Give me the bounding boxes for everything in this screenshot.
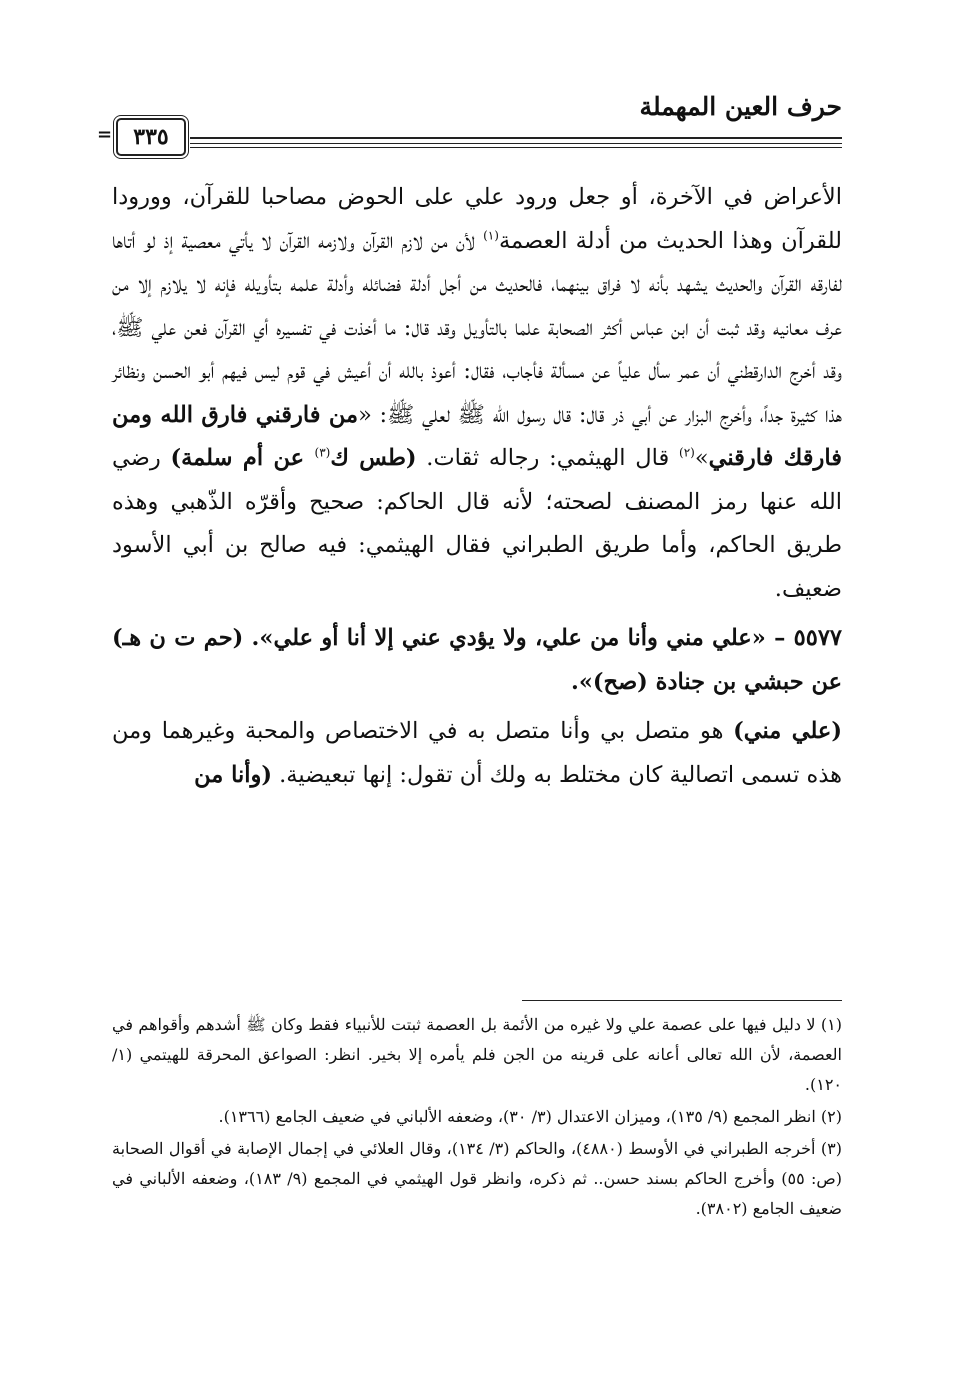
footnote-divider bbox=[522, 1000, 842, 1001]
paragraph-explanation bbox=[112, 710, 842, 797]
footnote-ref-1: (١) bbox=[483, 228, 499, 242]
page-number: ٣٣٥ bbox=[116, 118, 186, 156]
hadith-text: «علي مني وأنا من علي، ولا يؤدي عني إلا أنا أو علي». (حم ت ن هـ) عن حبشي بن جنادة (صح)». bbox=[112, 625, 842, 695]
term: (علي مني) bbox=[733, 718, 842, 744]
footnote-ref-3: (٣) bbox=[314, 445, 331, 460]
footnotes bbox=[112, 1010, 842, 1226]
footnote-ref-2: (٢) bbox=[679, 445, 695, 460]
footnote-1: (١) لا دليل فيها على عصمة علي ولا غيره من الأئمة بل العصمة ثبتت للأنبياء فقط وكان ﷺ أشدهم وأقواهم في العصمة، لأن الله تعالى أعانه على قرينه من الجن فلم يأمره إلا بخير. انظر: الصواعق المحرقة للهيتمي (١/ ١٢٠). bbox=[112, 1015, 842, 1094]
source-narrator: عن أم سلمة) bbox=[170, 445, 315, 471]
header-rule-thin bbox=[190, 147, 842, 148]
body-text bbox=[112, 176, 842, 797]
source-code: (طس ك bbox=[330, 445, 417, 471]
header-mark: = bbox=[97, 124, 113, 145]
header-rule bbox=[190, 137, 842, 144]
text-run: لأن من لازم القرآن ولازمه القرآن لا يأتي معصية إذ لو أتاها لفارقه القرآن والحديث يشهد بأنه لا فراق بينهما، فالحديث من أجل أدلة فضائله وأدلة علمه بتأويله فإنه لا يلازم إلا من عرف معانيه وقد ثبت أن ابن عباس أكثر الصحابة علما بالتأويل وقد قال: ما أخذت في تفسيره أي القرآن فعن علي ﷺ، وقد أخرج الدارقطني أن عمر سأل علياً عن مسألة فأجاب، فقال: أعوذ بالله أن أعيش في قوم ليس فيهم أبو الحسن ونظائر هذا كثيرة جداً، وأخرج البزار عن أبي ذر قال: قال رسول الله ﷺ لعلي ﷺ: « bbox=[112, 227, 842, 428]
text-run: الأعراض في الآخرة، أو جعل ورود علي على الحوض مصاحبا للقرآن، وورودا للقرآن وهذا الحديث من أدلة العصمة bbox=[112, 184, 842, 254]
chapter-title: حرف العين المهملة bbox=[639, 92, 842, 121]
text-run: رضي الله عنها رمز المصنف لصحته؛ لأنه قال الحاكم: صحيح وأقرّه الذّهبي وهذه طريق الحاكم، وأما طريق الطبراني فقال الهيثمي: فيه صالح بن أبي الأسود ضعيف. bbox=[112, 445, 842, 602]
text-run: » bbox=[694, 445, 709, 471]
footnote-3: (٣) أخرجه الطبراني في الأوسط (٤٨٨٠)، والحاكم (٣/ ١٣٤)، وقال العلائي في إجمال الإصابة في أقوال الصحابة (ص: ٥٥) وأخرج الحاكم بسند حسن.. ثم ذكره، وانظر قول الهيثمي في المجمع (٩/ ١٨٣)، وضعفه الألباني في ضعيف الجامع (٣٨٠٢). bbox=[112, 1139, 843, 1218]
paragraph-commentary bbox=[112, 176, 842, 611]
hadith-number: ٥٥٧٧ – bbox=[765, 625, 843, 651]
hadith-entry bbox=[112, 617, 842, 704]
hadith-quote: من فارقني فارق الله ومن فارقك فارقني bbox=[112, 401, 843, 471]
term: (وأنا من bbox=[194, 761, 272, 788]
text-run: هو متصل بي وأنا متصل به في الاختصاص والمحبة وغيرهما ومن هذه تسمى اتصالية كان مختلط به ولك أن تقول: إنها تبعيضية. bbox=[112, 718, 842, 788]
footnote-2: (٢) انظر المجمع (٩/ ١٣٥)، وميزان الاعتدال (٣/ ٣٠)، وضعفه الألباني في ضعيف الجامع (١٣٦٦). bbox=[218, 1107, 842, 1126]
text-run: قال الهيثمي: رجاله ثقات. bbox=[416, 445, 679, 471]
